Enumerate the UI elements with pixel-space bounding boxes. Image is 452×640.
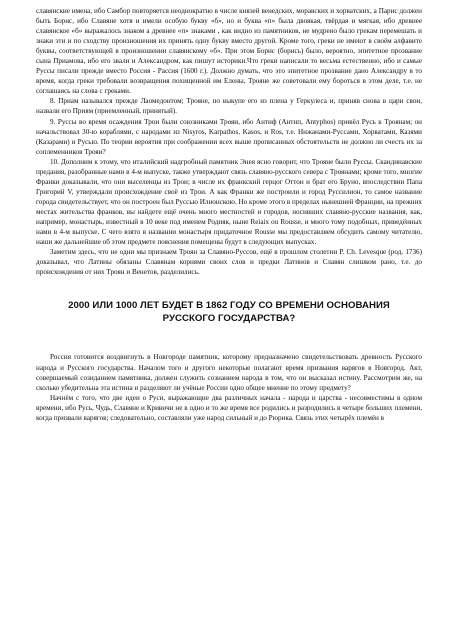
section-heading-line: 2000 ИЛИ 1000 ЛЕТ БУДЕТ В 1862 ГОДУ СО ВРЕМЕНИ ОСНОВАНИЯ xyxy=(68,300,390,312)
paragraph: Россия готовится воздвигнуть в Новгороде памятник, которому предназначено свидетельствовать древность Русского народа и Русского государства. Началом того и другого некоторые полагают время призвания варягов в Новгород. Акт, совершаемый созиданием памятника, должен служить сознанием народа в том, что он высказал истину. Рассмотрим же, на сколько убедительна эта истина и разделяют ли учёные России одно общее мнение по этому предмету? xyxy=(36,353,422,392)
paragraph: Заметим здесь, что не одни мы признаем Троян за Славяно-Руссов, ещё в прошлом столетии P. Ch. Levesque (род. 1736) доказывал, что Латины обязаны Славянам корнями своих слов и предки Латинов и Славян слишком рано, т.е. до происхождения от них Троян и Венетов, разделились. xyxy=(36,248,422,277)
paragraph: славянские имена, ибо Самбор повторяется неоднократно в числе князей венедских, моравских и хорватских, а Парис должен быть Борис, ибо Славяне хотя и имели особую букву «б», но и буква «п» была двоякая, твёрдая и мягкая, ибо древнее славянское «б» выражалось знаком а древнее «п» знаками , как видно из памятников, не мудрено было грекам перемешать и знаки эти и по сходству произношения их принять одну букву вместо другой. Кроме того, греки не имеют в своём алфавите буквы, соответствующей в произношении славянскому «б». При этом Борис (борись) было, вероятно, эпитетное прозвание сына Приамова, ибо его звали и Александром, как пишут историки.Что греки написали то весьма естественно, ибо и самые Руссы писали прежде вместо Россия - Рассия (1600 г.). Должно думать, что это эпитетное прозвание дано Александру в то время, когда греки требовали возвращения похищенной им Елены, Трояне же советовали ему бороться в этом деле, т.е. не соглашаясь на слова с греками. xyxy=(36,7,422,96)
paragraph: Начнём с того, что две идеи о Руси, выражающие два различных начала - народа и царства - несовместимы в одном времени, ибо Русь, Чудь, Славяне и Кривичи не в одно и то же время все родились и разродились в четыре больших племени, когда призвали варягов; следовательно, составляли уже народ сильный и до Рюрика. Связь этих четырёх племён в xyxy=(36,393,422,422)
section-heading xyxy=(36,300,422,325)
paragraph: 8. Приам назывался прежде Лаомедонтом; Трояне, по выкупе его из плена у Геркулеса и, приняв снова в цари свои, назвали его Приям (приемленный, принятый). xyxy=(36,97,422,116)
paragraph: 9. Руссы во время осаждения Трои были союзниками Трояи, ибо Антиф (Антип, Antyphos) привёл Русь к Троянам; он начальствовал 30-ю кораблями, с народами из Nisyros, Karpathos, Kasos, и Ros, т.е. Нижанами-Руссами, Хорватами, Казями (Казарами) и Русью. По теории вероятия при соображении всех выше прописанных обстоятельств не должно ли счесть их за соплеменников Трояи? xyxy=(36,117,422,156)
paragraph: 10. Дополним к этому, что италийский надгробный памятник Энея ясно говорит, что Трояне были Руссы. Скандинавские предания, разобранные нами в 4-м выпуске, также утверждают связь славяно-русского севера с Троянами; кроме того, многие Франки доказывали, что они выселенцы из Трои; в числе их франкский герцог Оттон и брат его Бруно, впоследствии Папа Григорий V, утверждали происхождение своё из Трои. А как Франки же построили и город Руссилион, то самое название города свидетельствует, что он построен был Руссью Илионскою. Но кроме этого в пределах нынешней Франции, на прежних местах жительства франков, вы найдете ещё очень много местностей и городов, носивших славяно-русские названия, как, например, монастырь, известный в 10 веке под именем Родияк, ныне Reiaix ou Rousse, и много тому подобных, приведённых нами в 4-м выпуске. С чего взято в названии монастыря придаточное Rousse мы предоставляем обсудить самому читателю, наши же дальнейшие об этом предмете пояснения помещены будут в следующих выпусках. xyxy=(36,157,422,247)
section-heading-line: РУССКОГО ГОСУДАРСТВА? xyxy=(162,312,296,324)
